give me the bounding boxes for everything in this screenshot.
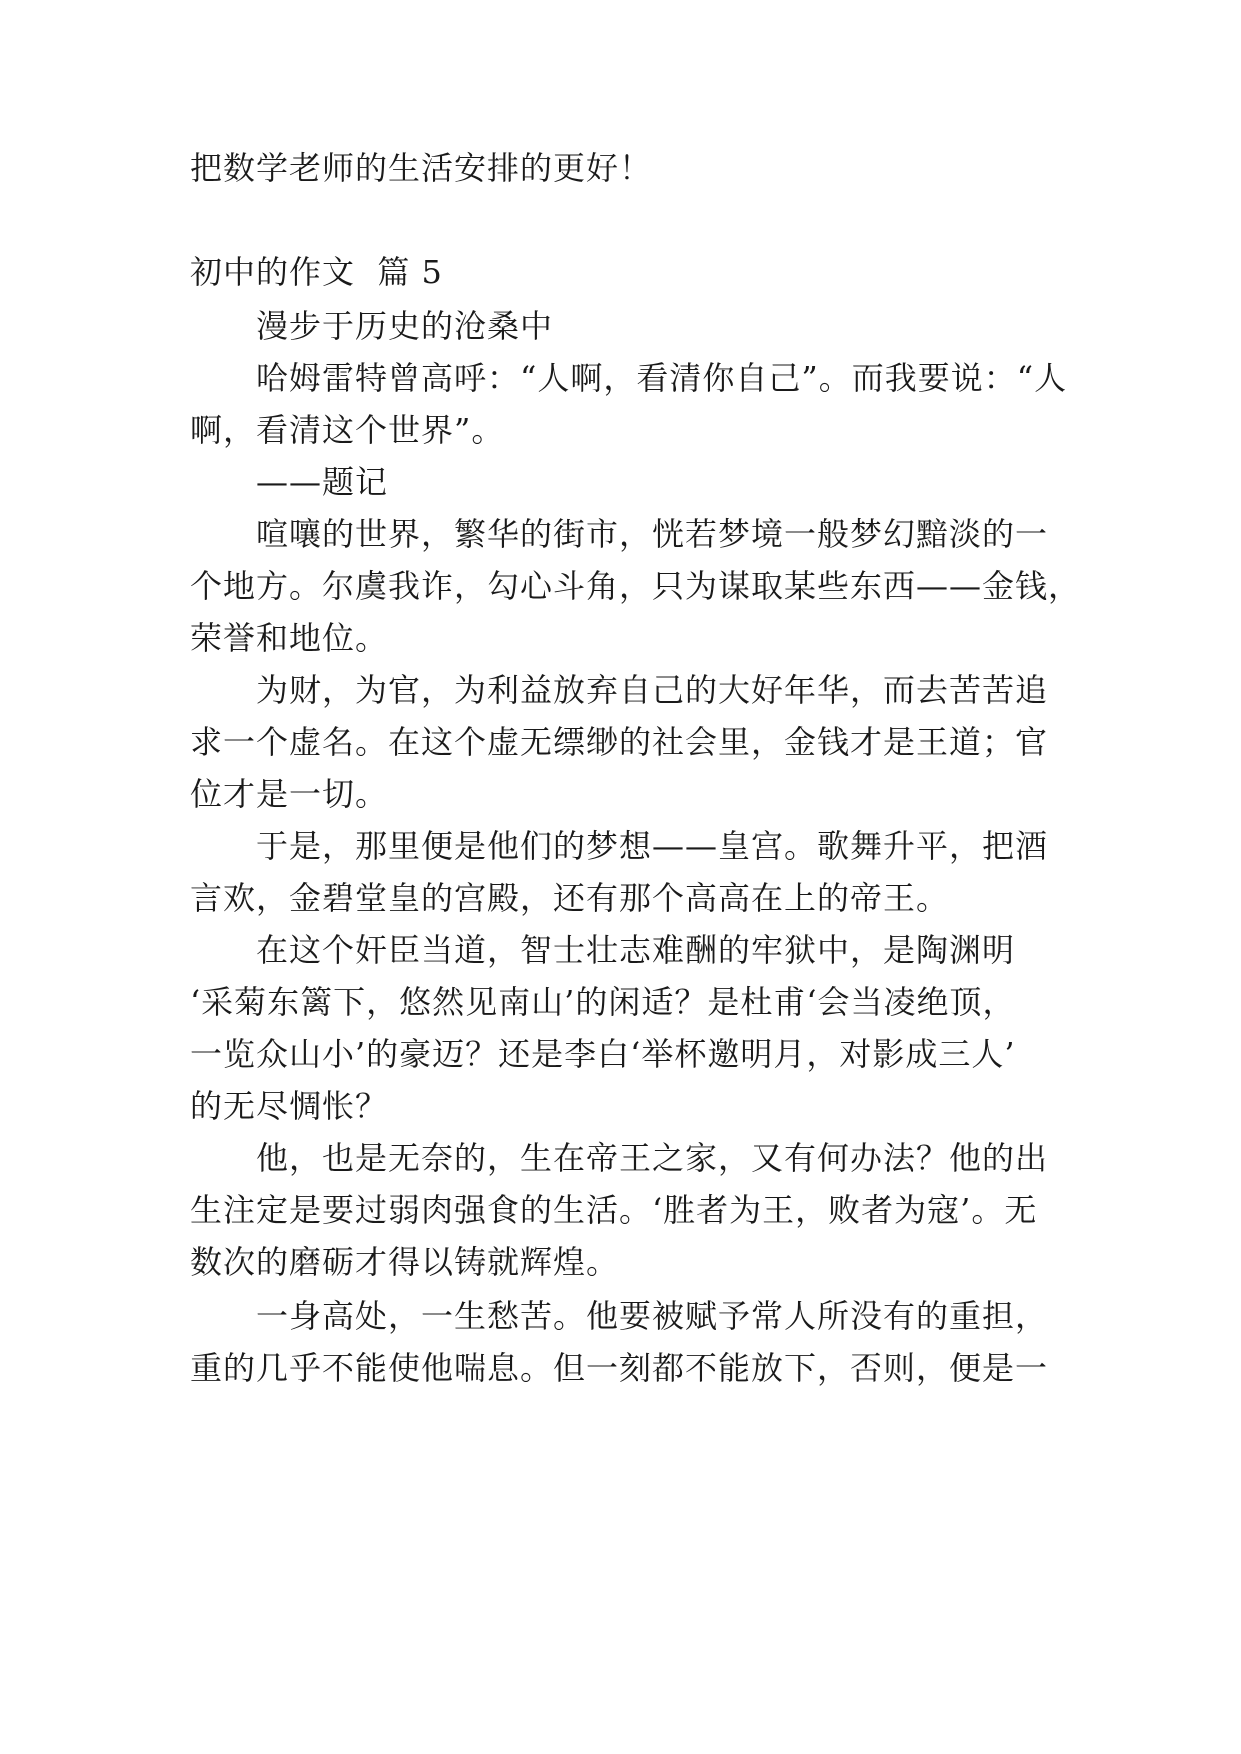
paragraph-line: 荣誉和地位。 bbox=[190, 619, 389, 657]
section-heading: 初中的作文 篇 5 bbox=[190, 253, 443, 291]
paragraph-line: 一身高处，一生愁苦。他要被赋予常人所没有的重担， bbox=[256, 1297, 1049, 1335]
paragraph-line: ‘采菊东篱下，悠然见南山’的闲适？是杜甫‘会当凌绝顶， bbox=[190, 983, 1016, 1021]
paragraph-line: 的无尽惆怅？ bbox=[190, 1087, 389, 1125]
paragraph-line: 数次的磨砺才得以铸就辉煌。 bbox=[190, 1243, 620, 1281]
paragraph-line: 为财，为官，为利益放弃自己的大好年华，而去苦苦追 bbox=[256, 671, 1049, 709]
paragraph-line: 个地方。尔虞我诈，勾心斗角，只为谋取某些东西——金钱， bbox=[190, 567, 1082, 605]
paragraph-line: 于是，那里便是他们的梦想——皇宫。歌舞升平，把酒 bbox=[256, 827, 1049, 865]
paragraph-line: 位才是一切。 bbox=[190, 775, 389, 813]
paragraph-line: 生注定是要过弱肉强食的生活。‘胜者为王，败者为寇’。无 bbox=[190, 1191, 1038, 1229]
paragraph-line: 在这个奸臣当道，智士壮志难酬的牢狱中，是陶渊明 bbox=[256, 931, 1016, 969]
epigraph-attribution: ——题记 bbox=[256, 463, 389, 501]
essay-title: 漫步于历史的沧桑中 bbox=[256, 307, 554, 345]
paragraph-line: 重的几乎不能使他喘息。但一刻都不能放下，否则，便是一 bbox=[190, 1349, 1049, 1387]
paragraph-line: 一览众山小’的豪迈？还是李白‘举杯邀明月，对影成三人’ bbox=[190, 1035, 1016, 1073]
paragraph-line: 言欢，金碧堂皇的宫殿，还有那个高高在上的帝王。 bbox=[190, 879, 950, 917]
paragraph-line: 他，也是无奈的，生在帝王之家，又有何办法？他的出 bbox=[256, 1139, 1049, 1177]
paragraph-line: 喧嚷的世界，繁华的街市，恍若梦境一般梦幻黯淡的一 bbox=[256, 515, 1049, 553]
epigraph-line: 啊，看清这个世界”。 bbox=[190, 411, 505, 449]
paragraph-line: 求一个虚名。在这个虚无缥缈的社会里，金钱才是王道；官 bbox=[190, 723, 1049, 761]
text-line: 把数学老师的生活安排的更好！ bbox=[190, 149, 653, 187]
epigraph-line: 哈姆雷特曾高呼：“人啊，看清你自己”。而我要说：“人 bbox=[256, 359, 1068, 397]
